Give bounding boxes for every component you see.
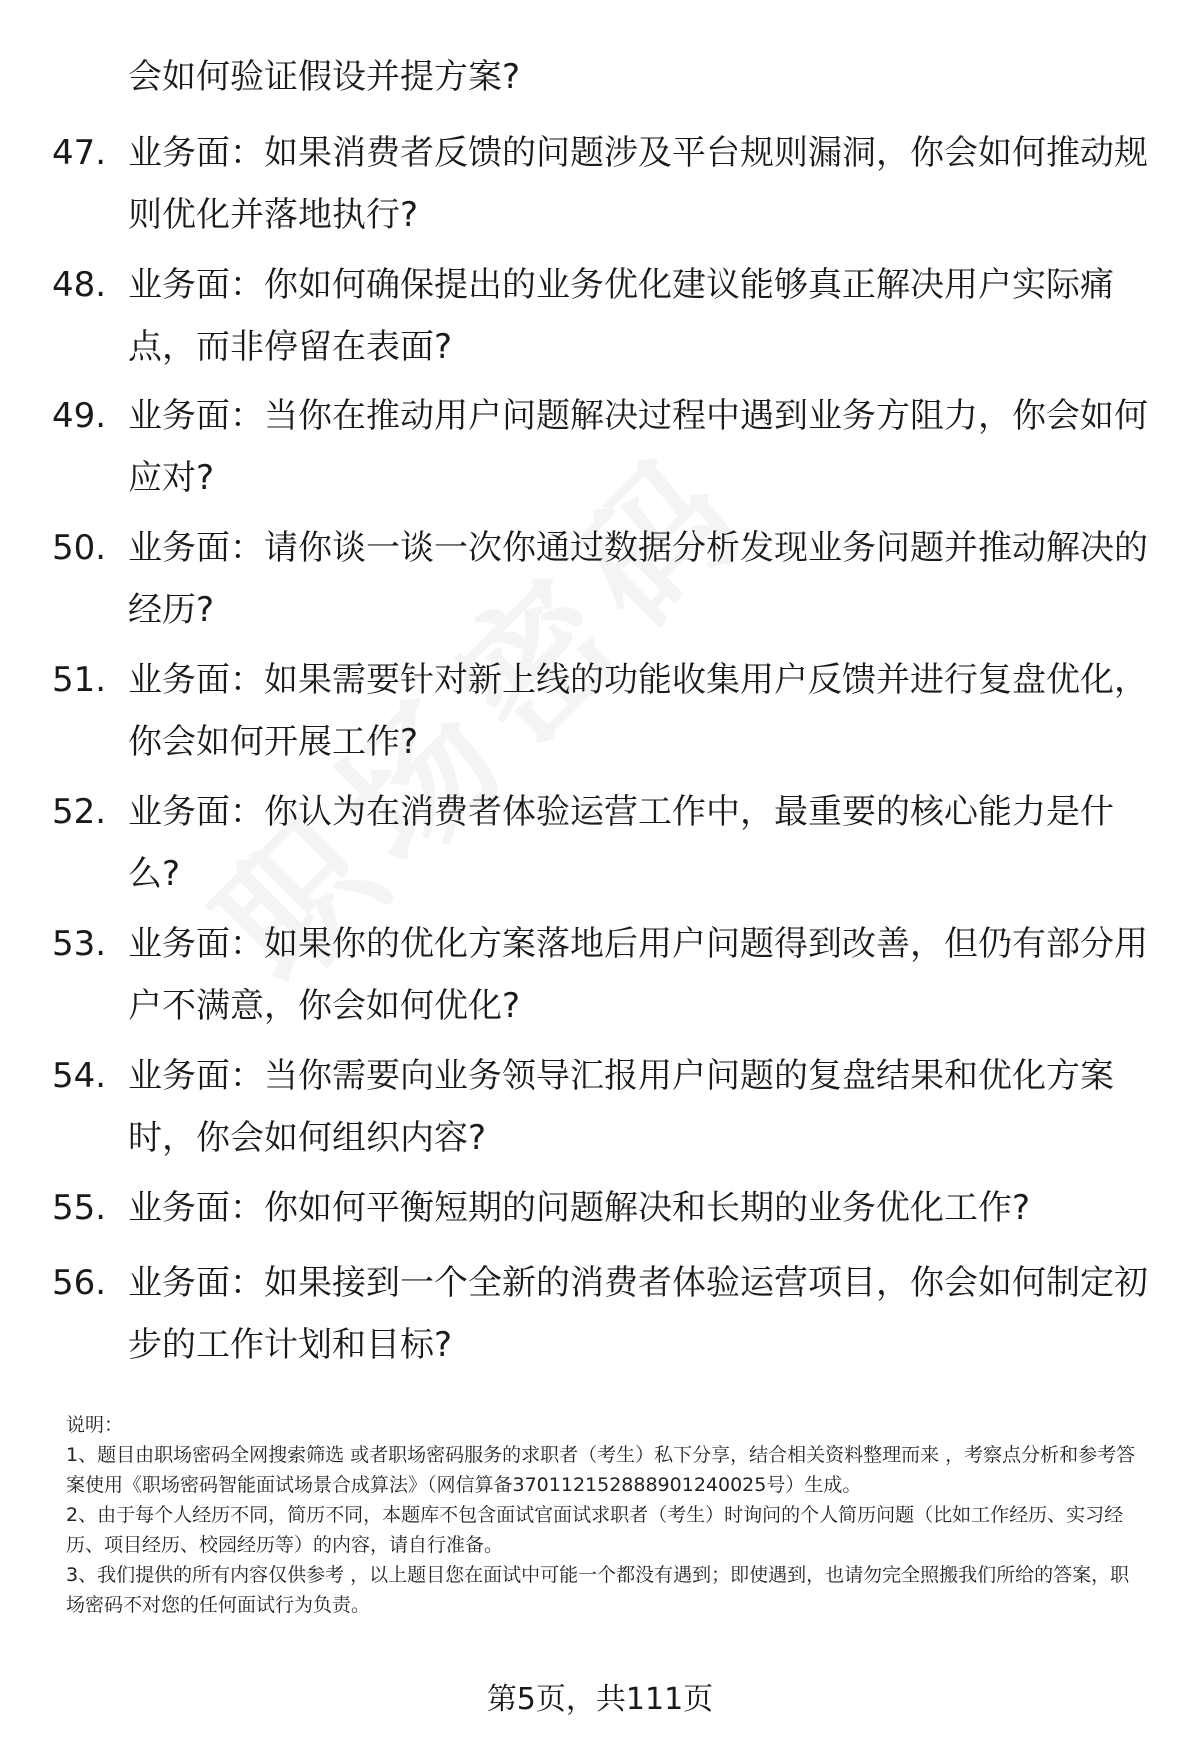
page-number: 第5页，共111页 <box>486 1682 714 1717</box>
question-number: 49. <box>52 396 107 436</box>
question-text: 业务面：如果消费者反馈的问题涉及平台规则漏洞，你会如何推动规则优化并落地执行? <box>128 133 1148 235</box>
note-item: 1、题目由职场密码全网搜索筛选 或者职场密码服务的求职者（考生）私下分享，结合相关资料整理而来 ，考察点分析和参考答案使用《职场密码智能面试场景合成算法》（网信算备370112152888901240025号）生成。 <box>66 1444 1136 1496</box>
question-text: 业务面：当你在推动用户问题解决过程中遇到业务方阻力，你会如何应对? <box>128 396 1148 498</box>
question-number: 50. <box>52 528 107 568</box>
notes-section <box>66 1410 1146 1620</box>
question-text: 业务面：当你需要向业务领导汇报用户问题的复盘结果和优化方案时，你会如何组织内容? <box>128 1056 1114 1158</box>
question-number: 53. <box>52 924 107 964</box>
question-text: 业务面：如果你的优化方案落地后用户问题得到改善，但仍有部分用户不满意，你会如何优化? <box>128 924 1148 1026</box>
question-number: 54. <box>52 1056 107 1096</box>
question-number: 55. <box>52 1188 107 1228</box>
question-text: 业务面：如果接到一个全新的消费者体验运营项目，你会如何制定初步的工作计划和目标? <box>128 1263 1148 1365</box>
question-text: 会如何验证假设并提方案? <box>128 57 521 97</box>
question-text: 业务面：如果需要针对新上线的功能收集用户反馈并进行复盘优化，你会如何开展工作? <box>128 660 1148 762</box>
question-text: 业务面：你如何确保提出的业务优化建议能够真正解决用户实际痛点，而非停留在表面? <box>128 265 1114 367</box>
note-item: 3、我们提供的所有内容仅供参考 ，以上题目您在面试中可能一个都没有遇到；即使遇到，也请勿完全照搬我们所给的答案，职场密码不对您的任何面试行为负责。 <box>66 1564 1130 1616</box>
question-number: 48. <box>52 265 107 305</box>
notes-heading: 说明： <box>66 1414 124 1436</box>
question-text: 业务面：你如何平衡短期的问题解决和长期的业务优化工作? <box>128 1188 1031 1228</box>
question-number: 47. <box>52 133 107 173</box>
question-text: 业务面：你认为在消费者体验运营工作中，最重要的核心能力是什么? <box>128 792 1114 894</box>
question-text: 业务面：请你谈一谈一次你通过数据分析发现业务问题并推动解决的经历? <box>128 528 1148 630</box>
question-number: 52. <box>52 792 107 832</box>
note-item: 2、由于每个人经历不同，简历不同，本题库不包含面试官面试求职者（考生）时询问的个人简历问题（比如工作经历、实习经历、项目经历、校园经历等）的内容，请自行准备。 <box>66 1504 1124 1556</box>
question-number: 56. <box>52 1263 107 1303</box>
question-number: 51. <box>52 660 107 700</box>
